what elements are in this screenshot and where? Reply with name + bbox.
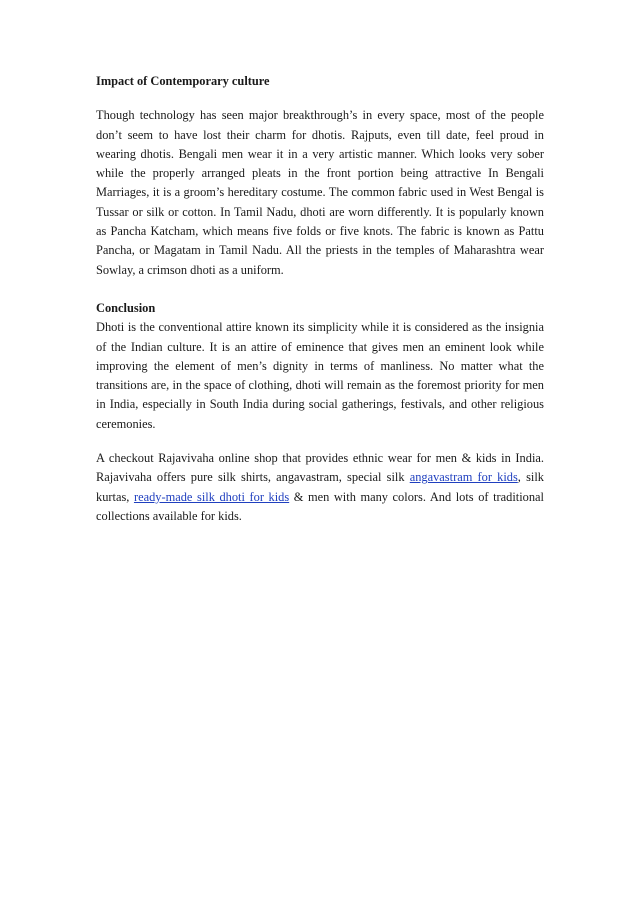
section-heading-impact: Impact of Contemporary culture: [96, 74, 270, 88]
spacer: [96, 91, 544, 106]
angavastram-for-kids-link[interactable]: angavastram for kids: [409, 470, 518, 485]
shop-text-1: A checkout Rajavivaha online shop that provides ethnic wear for men & kids in India. Rajavivaha offers pure silk shirts, angavastram, special silk: [96, 451, 544, 485]
shop-text-2: , silk kurtas,: [96, 470, 544, 504]
shop-text-3: & men with many colors. And lots of traditional collections available for kids.: [96, 489, 545, 523]
spacer: [96, 434, 544, 449]
section-heading-conclusion: Conclusion: [96, 300, 156, 315]
paragraph-impact: Though technology has seen major breakthrough’s in every space, most of the people don’t seem to have lost their charm for dhotis. Rajputs, even till date, feel proud in wearing dhotis. Bengali men wear it in a very artistic manner. Which looks very sober while the properly arranged pleats in the front portion being attractive In Bengali Marriages, it is a groom’s hereditary costume. The common fabric used in West Bengal is Tussar or silk or cotton. In Tamil Nadu, dhoti are worn differently. It is popularly known as Pancha Katcham, which means five folds or five knots. The fabric is known as Pattu Pancha, or Magatam in Tamil Nadu. All the priests in the temples of Maharashtra wear Sowlay, a crimson dhoti as a uniform.: [96, 108, 544, 277]
ready-made-silk-dhoti-link[interactable]: ready-made silk dhoti for kids: [133, 489, 290, 504]
document-page: [96, 72, 544, 526]
paragraph-shop: [96, 449, 544, 526]
spacer: [96, 280, 544, 299]
paragraph-conclusion: Dhoti is the conventional attire known its simplicity while it is considered as the insignia of the Indian culture. It is an attire of eminence that gives men an eminent look while improving the element of men’s dignity in terms of manliness. No matter what the transitions are, in the space of clothing, dhoti will remain as the foremost priority for men in India, especially in South India during social gatherings, festivals, and other religious ceremonies.: [96, 320, 544, 431]
